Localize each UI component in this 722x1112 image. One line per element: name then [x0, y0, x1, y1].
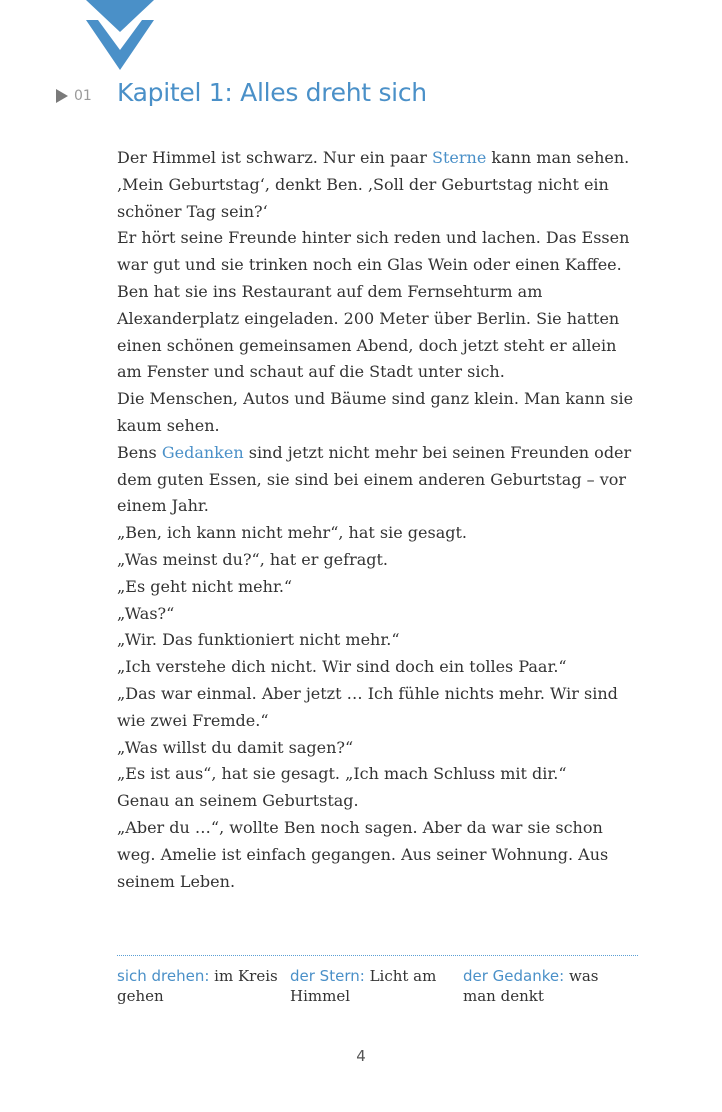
story-text	[117, 145, 637, 895]
track-number: 01	[74, 88, 92, 104]
glossary-definition: was man denkt	[463, 967, 599, 1005]
dialogue-line: „Wir. Das funktioniert nicht mehr.“	[117, 630, 400, 650]
text-run: Der Himmel ist schwarz. Nur ein paar	[117, 148, 432, 167]
glossary-term: sich drehen:	[117, 967, 210, 985]
story-paragraph	[117, 440, 637, 520]
glossary-term: der Gedanke:	[463, 967, 565, 985]
dialogue-line: „Was meinst du?“, hat er gefragt.	[117, 549, 389, 569]
play-icon[interactable]	[56, 89, 68, 103]
glossary-definition: im Kreis gehen	[117, 967, 278, 1005]
dialogue-line: „Ben, ich kann nicht mehr“, hat sie gesagt.	[117, 523, 467, 543]
chapter-header	[0, 78, 722, 114]
dialogue-line: „Was?“	[117, 603, 175, 623]
glossary-entry	[290, 966, 463, 1006]
glossary-definition: Licht am Himmel	[290, 967, 437, 1005]
story-paragraph: Die Menschen, Autos und Bäume sind ganz klein. Man kann sie kaum sehen.	[117, 389, 634, 435]
story-paragraph	[117, 145, 637, 225]
dialogue-line: „Aber du …“, wollte Ben noch sagen. Aber da war sie schon weg. Amelie ist einfach gegangen. Aus seiner Wohnung. Aus seinem Leben.	[117, 817, 609, 891]
dialogue-line: Genau an seinem Geburtstag.	[117, 791, 359, 811]
text-run: sind jetzt nicht mehr bei seinen Freunden oder dem guten Essen, sie sind bei einem anderen Geburtstag – vor einem Jahr.	[117, 442, 632, 516]
dialogue-line: „Ich verstehe dich nicht. Wir sind doch ein tolles Paar.“	[117, 657, 567, 677]
dialogue-line: „Es ist aus“, hat sie gesagt. „Ich mach Schluss mit dir.“	[117, 764, 567, 784]
glossary-entry	[463, 966, 636, 1006]
story-paragraph: Er hört seine Freunde hinter sich reden und lachen. Das Essen war gut und sie trinken noch ein Glas Wein oder einen Kaffee. Ben hat sie ins Restaurant auf dem Fernsehturm am Alexanderplatz eingeladen. 200 Meter über Berlin. Sie hatten einen schönen gemeinsamen Abend, doch jetzt steht er allein am Fenster und schaut auf die Stadt unter sich.	[117, 228, 630, 382]
text-run: kann man sehen. ‚Mein Geburtstag‘, denkt Ben. ‚Soll der Geburtstag nicht ein schöner Tag sein?‘	[117, 148, 630, 221]
glossary	[117, 955, 638, 1006]
dialogue-line: „Es geht nicht mehr.“	[117, 576, 293, 596]
dialogue-line: „Das war einmal. Aber jetzt … Ich fühle nichts mehr. Wir sind wie zwei Fremde.“	[117, 683, 618, 730]
page-number: 4	[356, 1047, 366, 1065]
audio-track-marker[interactable]	[56, 88, 92, 104]
chapter-title: Kapitel 1: Alles dreht sich	[117, 78, 427, 107]
chevron-down-icon	[86, 0, 154, 72]
glossary-term: der Stern:	[290, 967, 365, 985]
glossary-entry	[117, 966, 290, 1006]
vocab-highlight-sterne: Sterne	[432, 148, 487, 167]
vocab-highlight-gedanken: Gedanken	[161, 442, 244, 462]
dialogue-line: „Was willst du damit sagen?“	[117, 737, 354, 757]
text-run: Bens	[117, 442, 162, 462]
